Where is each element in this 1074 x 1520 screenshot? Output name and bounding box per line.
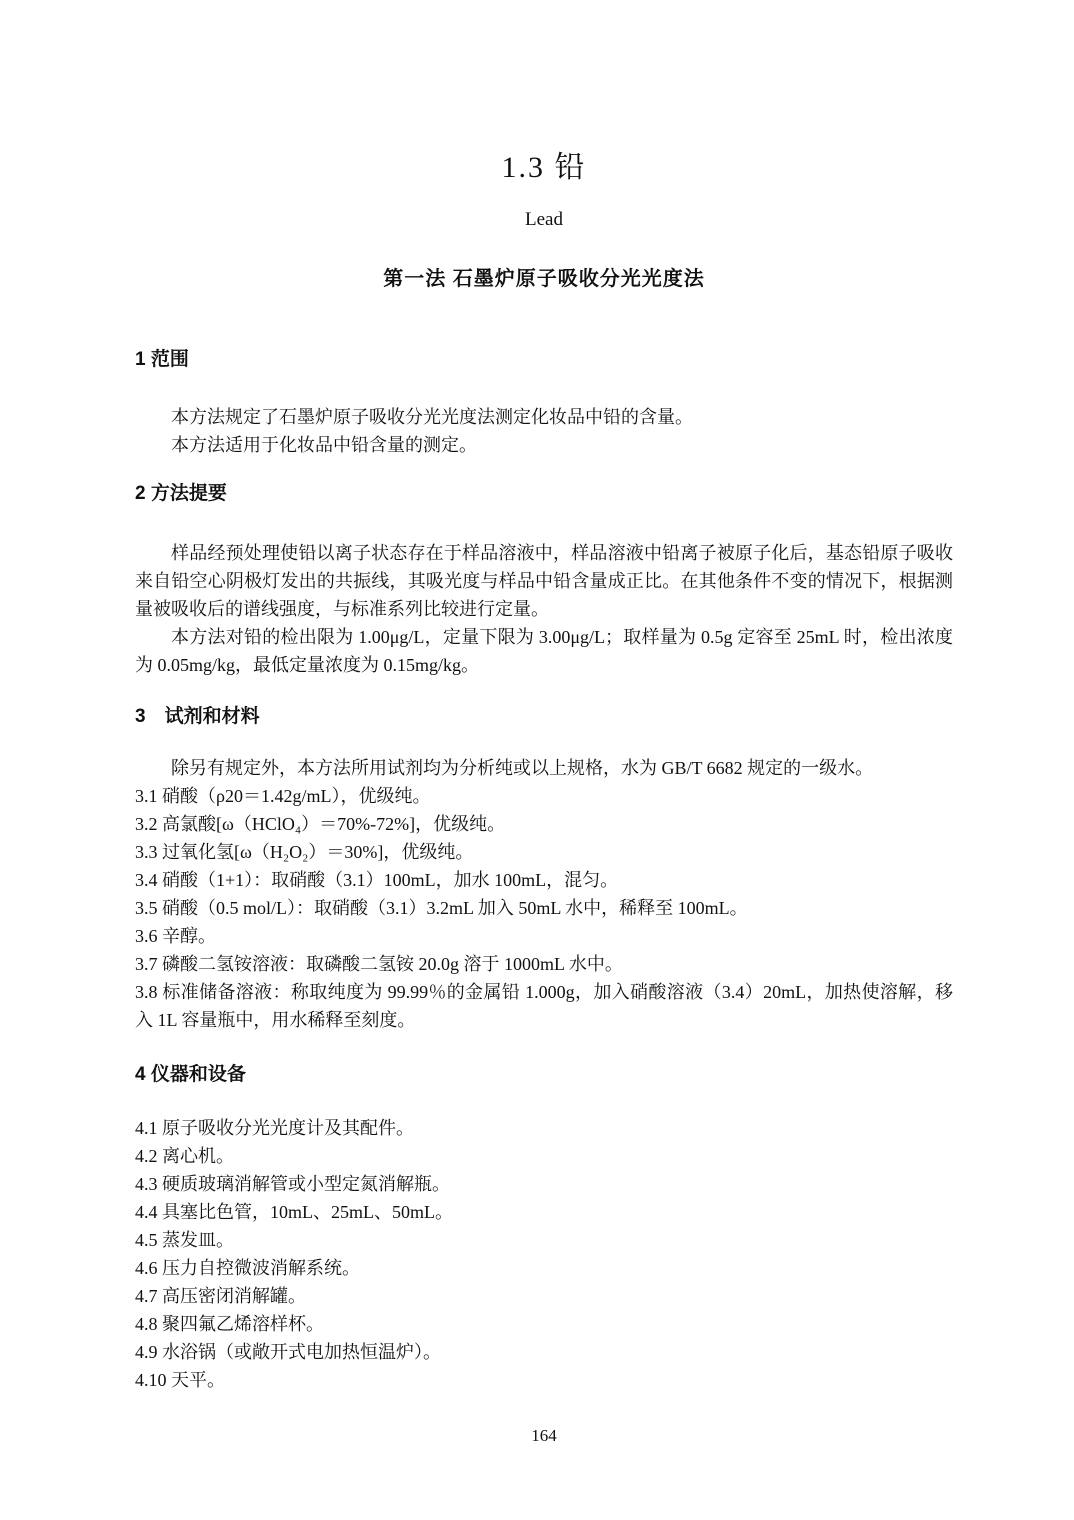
reagent-item: 3.6 辛醇。 bbox=[135, 926, 216, 946]
equipment-item: 4.6 压力自控微波消解系统。 bbox=[135, 1258, 360, 1278]
reagents-intro: 除另有规定外，本方法所用试剂均为分析纯或以上规格，水为 GB/T 6682 规定的一级水。 bbox=[171, 758, 874, 778]
section-heading-scope: 1 范围 bbox=[135, 349, 189, 370]
equipment-item: 4.9 水浴锅（或敞开式电加热恒温炉）。 bbox=[135, 1342, 441, 1362]
equipment-item: 4.2 离心机。 bbox=[135, 1146, 234, 1166]
scope-paragraph: 本方法适用于化妆品中铅含量的测定。 bbox=[171, 435, 477, 455]
page-title: 1.3 铅 bbox=[501, 151, 587, 184]
section-heading-summary: 2 方法提要 bbox=[135, 483, 227, 504]
document-content bbox=[0, 150, 1074, 1448]
reagent-item: 3.8 标准储备溶液：称取纯度为 99.99％的金属铅 1.000g，加入硝酸溶液（3.4）20mL，加热使溶解，移入 1L 容量瓶中，用水稀释至刻度。 bbox=[135, 982, 953, 1030]
reagent-item: 3.7 磷酸二氢铵溶液：取磷酸二氢铵 20.0g 溶于 1000mL 水中。 bbox=[135, 954, 623, 974]
equipment-item: 4.4 具塞比色管，10mL、25mL、50mL。 bbox=[135, 1202, 453, 1222]
section-heading-equipment: 4 仪器和设备 bbox=[135, 1064, 246, 1085]
method-heading: 第一法 石墨炉原子吸收分光光度法 bbox=[383, 268, 705, 290]
reagent-item: 3.4 硝酸（1+1）：取硝酸（3.1）100mL，加水 100mL，混匀。 bbox=[135, 870, 619, 890]
equipment-item: 4.7 高压密闭消解罐。 bbox=[135, 1286, 306, 1306]
equipment-item: 4.10 天平。 bbox=[135, 1370, 225, 1390]
reagent-item: 3.2 高氯酸[ω（HClO₄）＝70%-72%]，优级纯。 bbox=[135, 814, 506, 834]
summary-paragraph: 样品经预处理使铅以离子状态存在于样品溶液中，样品溶液中铅离子被原子化后，基态铅原子吸收来自铅空心阴极灯发出的共振线，其吸光度与样品中铅含量成正比。在其他条件不变的情况下，根据测量被吸收后的谱线强度，与标准系列比较进行定量。 bbox=[135, 543, 953, 619]
summary-paragraph: 本方法对铅的检出限为 1.00μg/L，定量下限为 3.00μg/L；取样量为 0.5g 定容至 25mL 时，检出浓度为 0.05mg/kg，最低定量浓度为 0.15mg/kg。 bbox=[135, 627, 953, 675]
page-subtitle: Lead bbox=[525, 209, 563, 230]
equipment-item: 4.8 聚四氟乙烯溶样杯。 bbox=[135, 1314, 324, 1334]
reagent-item: 3.1 硝酸（ρ20＝1.42g/mL），优级纯。 bbox=[135, 786, 431, 806]
equipment-item: 4.5 蒸发皿。 bbox=[135, 1230, 234, 1250]
page-number: 164 bbox=[531, 1426, 557, 1445]
reagent-item: 3.3 过氧化氢[ω（H₂O₂）＝30%]，优级纯。 bbox=[135, 842, 474, 862]
equipment-item: 4.1 原子吸收分光光度计及其配件。 bbox=[135, 1118, 414, 1138]
scope-paragraph: 本方法规定了石墨炉原子吸收分光光度法测定化妆品中铅的含量。 bbox=[171, 407, 693, 427]
reagent-item: 3.5 硝酸（0.5 mol/L）：取硝酸（3.1）3.2mL 加入 50mL 水中，稀释至 100mL。 bbox=[135, 898, 748, 918]
section-heading-reagents: 3 试剂和材料 bbox=[135, 706, 260, 727]
equipment-item: 4.3 硬质玻璃消解管或小型定氮消解瓶。 bbox=[135, 1174, 450, 1194]
